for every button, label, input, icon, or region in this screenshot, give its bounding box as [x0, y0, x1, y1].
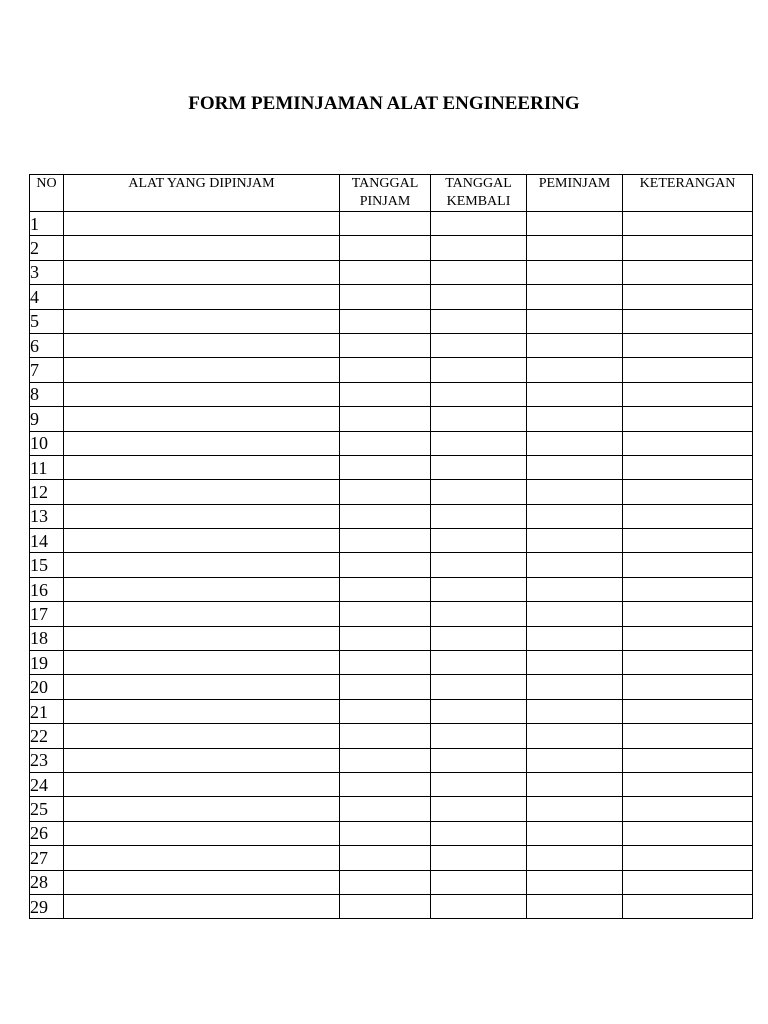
row-number: 3: [30, 260, 64, 284]
cell-alat[interactable]: [64, 699, 340, 723]
cell-alat[interactable]: [64, 748, 340, 772]
cell-tanggal-pinjam[interactable]: [340, 455, 431, 479]
cell-tanggal-pinjam[interactable]: [340, 870, 431, 894]
cell-keterangan[interactable]: [623, 626, 753, 650]
cell-tanggal-kembali[interactable]: [431, 724, 527, 748]
cell-keterangan[interactable]: [623, 407, 753, 431]
cell-tanggal-pinjam[interactable]: [340, 821, 431, 845]
cell-keterangan[interactable]: [623, 333, 753, 357]
row-number: 15: [30, 553, 64, 577]
table-row: [30, 577, 753, 601]
cell-peminjam[interactable]: [527, 480, 623, 504]
cell-peminjam[interactable]: [527, 675, 623, 699]
table-row: [30, 699, 753, 723]
cell-peminjam[interactable]: [527, 602, 623, 626]
cell-alat[interactable]: [64, 333, 340, 357]
cell-tanggal-pinjam[interactable]: [340, 626, 431, 650]
cell-tanggal-pinjam[interactable]: [340, 260, 431, 284]
cell-keterangan[interactable]: [623, 577, 753, 601]
cell-tanggal-pinjam[interactable]: [340, 772, 431, 796]
header-tanggal-kembali: [431, 175, 527, 212]
cell-alat[interactable]: [64, 358, 340, 382]
cell-tanggal-pinjam[interactable]: [340, 699, 431, 723]
table-body: [30, 212, 753, 919]
cell-peminjam[interactable]: [527, 504, 623, 528]
cell-tanggal-pinjam[interactable]: [340, 333, 431, 357]
cell-tanggal-pinjam[interactable]: [340, 407, 431, 431]
cell-tanggal-kembali[interactable]: [431, 309, 527, 333]
table-row: [30, 333, 753, 357]
table-row: [30, 285, 753, 309]
cell-keterangan[interactable]: [623, 236, 753, 260]
table-header-row: [30, 175, 753, 212]
row-number: 23: [30, 748, 64, 772]
table-row: [30, 480, 753, 504]
table-row: [30, 772, 753, 796]
table-row: [30, 382, 753, 406]
cell-tanggal-pinjam[interactable]: [340, 894, 431, 918]
header-no: NO: [30, 175, 64, 212]
cell-alat[interactable]: [64, 407, 340, 431]
cell-peminjam[interactable]: [527, 529, 623, 553]
table-row: [30, 407, 753, 431]
header-keterangan: KETERANGAN: [623, 175, 753, 212]
cell-alat[interactable]: [64, 285, 340, 309]
row-number: 7: [30, 358, 64, 382]
cell-peminjam[interactable]: [527, 455, 623, 479]
cell-keterangan[interactable]: [623, 455, 753, 479]
cell-keterangan[interactable]: [623, 748, 753, 772]
table-row: [30, 651, 753, 675]
row-number: 14: [30, 529, 64, 553]
cell-alat[interactable]: [64, 236, 340, 260]
row-number: 22: [30, 724, 64, 748]
table-row: [30, 309, 753, 333]
row-number: 5: [30, 309, 64, 333]
cell-tanggal-kembali[interactable]: [431, 602, 527, 626]
header-tanggal-kembali-line1: TANGGAL: [445, 176, 512, 191]
cell-peminjam[interactable]: [527, 553, 623, 577]
cell-tanggal-pinjam[interactable]: [340, 797, 431, 821]
cell-peminjam[interactable]: [527, 651, 623, 675]
cell-peminjam[interactable]: [527, 577, 623, 601]
table-row: [30, 626, 753, 650]
cell-keterangan[interactable]: [623, 772, 753, 796]
cell-peminjam[interactable]: [527, 870, 623, 894]
cell-alat[interactable]: [64, 675, 340, 699]
table-row: [30, 358, 753, 382]
cell-keterangan[interactable]: [623, 797, 753, 821]
cell-alat[interactable]: [64, 431, 340, 455]
row-number: 1: [30, 212, 64, 236]
header-tanggal-pinjam: [340, 175, 431, 212]
cell-alat[interactable]: [64, 455, 340, 479]
row-number: 17: [30, 602, 64, 626]
table-row: [30, 797, 753, 821]
cell-tanggal-kembali[interactable]: [431, 797, 527, 821]
cell-tanggal-pinjam[interactable]: [340, 675, 431, 699]
loan-form-table: [29, 174, 753, 919]
cell-peminjam[interactable]: [527, 285, 623, 309]
cell-alat[interactable]: [64, 480, 340, 504]
cell-alat[interactable]: [64, 577, 340, 601]
cell-alat[interactable]: [64, 724, 340, 748]
cell-tanggal-kembali[interactable]: [431, 577, 527, 601]
cell-peminjam[interactable]: [527, 431, 623, 455]
table-row: [30, 431, 753, 455]
cell-tanggal-kembali[interactable]: [431, 431, 527, 455]
cell-keterangan[interactable]: [623, 675, 753, 699]
row-number: 26: [30, 821, 64, 845]
cell-tanggal-pinjam[interactable]: [340, 309, 431, 333]
cell-tanggal-kembali[interactable]: [431, 236, 527, 260]
cell-tanggal-kembali[interactable]: [431, 358, 527, 382]
header-tanggal-pinjam-line2: PINJAM: [359, 194, 411, 209]
cell-tanggal-pinjam[interactable]: [340, 602, 431, 626]
row-number: 28: [30, 870, 64, 894]
cell-alat[interactable]: [64, 772, 340, 796]
row-number: 19: [30, 651, 64, 675]
table-row: [30, 504, 753, 528]
table-row: [30, 553, 753, 577]
cell-tanggal-pinjam[interactable]: [340, 651, 431, 675]
cell-tanggal-kembali[interactable]: [431, 748, 527, 772]
cell-tanggal-kembali[interactable]: [431, 846, 527, 870]
cell-tanggal-pinjam[interactable]: [340, 236, 431, 260]
cell-tanggal-kembali[interactable]: [431, 894, 527, 918]
cell-tanggal-kembali[interactable]: [431, 821, 527, 845]
cell-tanggal-pinjam[interactable]: [340, 504, 431, 528]
cell-alat[interactable]: [64, 260, 340, 284]
row-number: 8: [30, 382, 64, 406]
cell-peminjam[interactable]: [527, 236, 623, 260]
cell-keterangan[interactable]: [623, 724, 753, 748]
cell-tanggal-kembali[interactable]: [431, 772, 527, 796]
cell-alat[interactable]: [64, 821, 340, 845]
cell-alat[interactable]: [64, 870, 340, 894]
cell-tanggal-kembali[interactable]: [431, 455, 527, 479]
cell-tanggal-kembali[interactable]: [431, 480, 527, 504]
row-number: 6: [30, 333, 64, 357]
table-row: [30, 821, 753, 845]
cell-peminjam[interactable]: [527, 309, 623, 333]
cell-keterangan[interactable]: [623, 602, 753, 626]
cell-peminjam[interactable]: [527, 748, 623, 772]
row-number: 10: [30, 431, 64, 455]
row-number: 21: [30, 699, 64, 723]
cell-alat[interactable]: [64, 797, 340, 821]
cell-tanggal-kembali[interactable]: [431, 870, 527, 894]
cell-tanggal-kembali[interactable]: [431, 382, 527, 406]
cell-tanggal-pinjam[interactable]: [340, 724, 431, 748]
row-number: 24: [30, 772, 64, 796]
row-number: 2: [30, 236, 64, 260]
cell-tanggal-kembali[interactable]: [431, 260, 527, 284]
cell-peminjam[interactable]: [527, 797, 623, 821]
cell-tanggal-pinjam[interactable]: [340, 553, 431, 577]
cell-tanggal-kembali[interactable]: [431, 651, 527, 675]
cell-tanggal-pinjam[interactable]: [340, 382, 431, 406]
table-row: [30, 236, 753, 260]
cell-keterangan[interactable]: [623, 699, 753, 723]
cell-alat[interactable]: [64, 309, 340, 333]
table-row: [30, 455, 753, 479]
cell-tanggal-pinjam[interactable]: [340, 577, 431, 601]
cell-tanggal-kembali[interactable]: [431, 553, 527, 577]
cell-peminjam[interactable]: [527, 821, 623, 845]
cell-tanggal-pinjam[interactable]: [340, 846, 431, 870]
cell-tanggal-kembali[interactable]: [431, 626, 527, 650]
table-row: [30, 870, 753, 894]
cell-alat[interactable]: [64, 212, 340, 236]
cell-tanggal-pinjam[interactable]: [340, 529, 431, 553]
table-row: [30, 724, 753, 748]
row-number: 11: [30, 455, 64, 479]
cell-peminjam[interactable]: [527, 772, 623, 796]
cell-alat[interactable]: [64, 894, 340, 918]
cell-peminjam[interactable]: [527, 699, 623, 723]
form-title: FORM PEMINJAMAN ALAT ENGINEERING: [188, 93, 580, 114]
cell-keterangan[interactable]: [623, 821, 753, 845]
cell-keterangan[interactable]: [623, 382, 753, 406]
cell-keterangan[interactable]: [623, 846, 753, 870]
cell-tanggal-kembali[interactable]: [431, 285, 527, 309]
table-row: [30, 675, 753, 699]
row-number: 16: [30, 577, 64, 601]
row-number: 20: [30, 675, 64, 699]
cell-peminjam[interactable]: [527, 212, 623, 236]
table-row: [30, 748, 753, 772]
cell-peminjam[interactable]: [527, 724, 623, 748]
cell-tanggal-pinjam[interactable]: [340, 358, 431, 382]
row-number: 27: [30, 846, 64, 870]
cell-tanggal-kembali[interactable]: [431, 504, 527, 528]
cell-tanggal-kembali[interactable]: [431, 333, 527, 357]
cell-keterangan[interactable]: [623, 212, 753, 236]
row-number: 12: [30, 480, 64, 504]
cell-keterangan[interactable]: [623, 651, 753, 675]
row-number: 13: [30, 504, 64, 528]
cell-peminjam[interactable]: [527, 260, 623, 284]
cell-alat[interactable]: [64, 626, 340, 650]
cell-alat[interactable]: [64, 504, 340, 528]
cell-tanggal-kembali[interactable]: [431, 675, 527, 699]
row-number: 9: [30, 407, 64, 431]
cell-tanggal-kembali[interactable]: [431, 699, 527, 723]
cell-alat[interactable]: [64, 529, 340, 553]
cell-keterangan[interactable]: [623, 553, 753, 577]
cell-peminjam[interactable]: [527, 626, 623, 650]
cell-peminjam[interactable]: [527, 358, 623, 382]
table-row: [30, 529, 753, 553]
cell-tanggal-kembali[interactable]: [431, 407, 527, 431]
header-tanggal-pinjam-line1: TANGGAL: [351, 176, 419, 191]
header-tanggal-kembali-line2: KEMBALI: [446, 194, 511, 209]
cell-alat[interactable]: [64, 382, 340, 406]
cell-keterangan[interactable]: [623, 260, 753, 284]
cell-peminjam[interactable]: [527, 846, 623, 870]
cell-keterangan[interactable]: [623, 894, 753, 918]
row-number: 25: [30, 797, 64, 821]
table-row: [30, 894, 753, 918]
cell-tanggal-pinjam[interactable]: [340, 480, 431, 504]
cell-keterangan[interactable]: [623, 504, 753, 528]
cell-alat[interactable]: [64, 602, 340, 626]
cell-keterangan[interactable]: [623, 285, 753, 309]
header-alat-yang-dipinjam: ALAT YANG DIPINJAM: [64, 175, 340, 212]
cell-alat[interactable]: [64, 553, 340, 577]
cell-peminjam[interactable]: [527, 333, 623, 357]
cell-keterangan[interactable]: [623, 870, 753, 894]
cell-tanggal-pinjam[interactable]: [340, 431, 431, 455]
row-number: 4: [30, 285, 64, 309]
cell-keterangan[interactable]: [623, 529, 753, 553]
cell-keterangan[interactable]: [623, 431, 753, 455]
table-row: [30, 846, 753, 870]
cell-peminjam[interactable]: [527, 894, 623, 918]
cell-tanggal-pinjam[interactable]: [340, 212, 431, 236]
cell-tanggal-pinjam[interactable]: [340, 748, 431, 772]
table-row: [30, 260, 753, 284]
row-number: 18: [30, 626, 64, 650]
cell-peminjam[interactable]: [527, 407, 623, 431]
table-row: [30, 212, 753, 236]
cell-alat[interactable]: [64, 846, 340, 870]
header-peminjam: PEMINJAM: [527, 175, 623, 212]
cell-keterangan[interactable]: [623, 358, 753, 382]
cell-tanggal-kembali[interactable]: [431, 212, 527, 236]
cell-keterangan[interactable]: [623, 309, 753, 333]
cell-tanggal-pinjam[interactable]: [340, 285, 431, 309]
cell-alat[interactable]: [64, 651, 340, 675]
cell-peminjam[interactable]: [527, 382, 623, 406]
table-row: [30, 602, 753, 626]
cell-tanggal-kembali[interactable]: [431, 529, 527, 553]
row-number: 29: [30, 894, 64, 918]
cell-keterangan[interactable]: [623, 480, 753, 504]
